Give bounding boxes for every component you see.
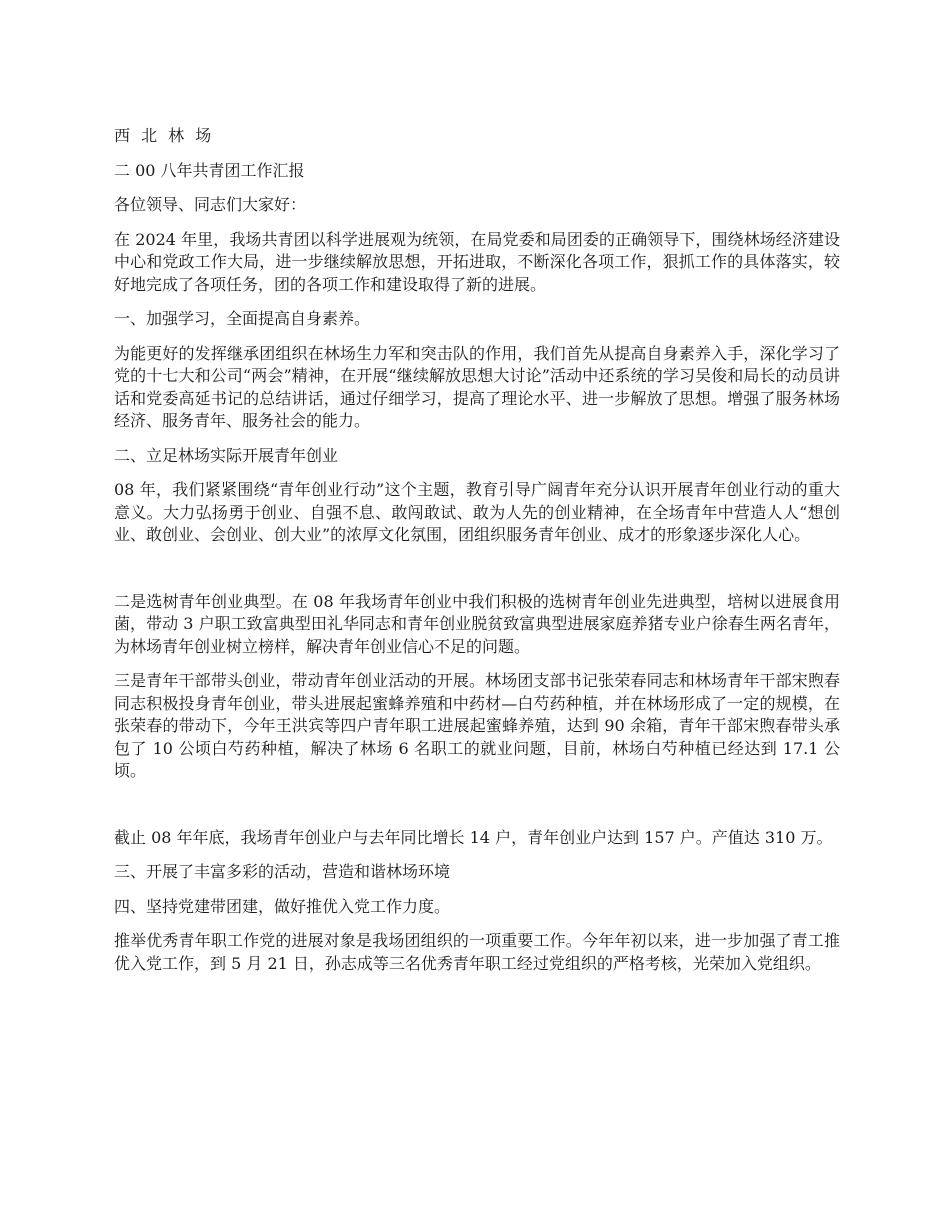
section-2-body: 08 年，我们紧紧围绕“青年创业行动”这个主题，教育引导广阔青年充分认识开展青年创业行动的重大意义。大力弘扬勇于创业、自强不息、敢闯敢试、敢为人先的创业精神，在全场青年中营造人人“想创业、敢创业、会创业、创大业”的浓厚文化氛围，团组织服务青年创业、成才的形象逐步深化人心。 <box>114 480 840 544</box>
blank-spacer <box>114 795 840 827</box>
document-title: 西 北 林 场 <box>114 126 215 145</box>
section-2-heading: 二、立足林场实际开展青年创业 <box>114 445 339 465</box>
greeting: 各位领导、同志们大家好： <box>114 195 307 214</box>
section-2-summary: 截止 08 年年底，我场青年创业户与去年同比增长 14 户，青年创业户达到 157 户。产值达 310 万。 <box>114 827 833 847</box>
document-body <box>114 125 840 987</box>
document-subtitle: 二 00 八年共青团工作汇报 <box>114 160 305 180</box>
section-1-heading: 一、加强学习，全面提高自身素养。 <box>114 309 371 328</box>
section-4-body: 推举优秀青年职工作党的进展对象是我场团组织的一项重要工作。今年年初以来，进一步加强了青工推优入党工作，到 5 月 21 日，孙志成等三名优秀青年职工经过党组织的严格考核，光荣加入党组织。 <box>114 931 840 973</box>
section-4-heading: 四、坚持党建带团建，做好推优入党工作力度。 <box>114 896 451 916</box>
section-2-point-3: 三是青年干部带头创业，带动青年创业活动的开展。林场团支部书记张荣春同志和林场青年干部宋煦春同志积极投身青年创业，带头进展起蜜蜂养殖和中药材—白芍药种植，并在林场形成了一定的规模，在张荣春的带动下，今年王洪宾等四户青年职工进展起蜜蜂养殖，达到 90 余箱，青年干部宋煦春带头承包了 10 公顷白芍药种植，解决了林场 6 名职工的就业问题，目前，林场白芍种植已经达到 17.1 公顷。 <box>114 671 840 780</box>
intro-paragraph: 在 2024 年里，我场共青团以科学进展观为统领，在局党委和局团委的正确领导下，围绕林场经济建设中心和党政工作大局，进一步继续解放思想，开拓进取，不断深化各项工作，狠抓工作的具体落实，较好地完成了各项任务，团的各项工作和建设取得了新的进展。 <box>114 229 840 294</box>
section-2-point-2: 二是选树青年创业典型。在 08 年我场青年创业中我们积极的选树青年创业先进典型，培树以进展食用菌，带动 3 户职工致富典型田礼华同志和青年创业脱贫致富典型进展家庭养猪专业户徐春生两名青年，为林场青年创业树立榜样，解决青年创业信心不足的问题。 <box>114 591 840 656</box>
section-1-body: 为能更好的发挥继承团组织在林场生力军和突击队的作用，我们首先从提高自身素养入手，深化学习了党的十七大和公司“两会”精神，在开展“继续解放思想大讨论”活动中还系统的学习吴俊和局长的动员讲话和党委高延书记的总结讲话，通过仔细学习，提高了理论水平、进一步解放了思想。增强了服务林场经济、服务青年、服务社会的能力。 <box>114 343 840 430</box>
blank-spacer <box>114 559 840 591</box>
section-3-heading: 三、开展了丰富多彩的活动，营造和谐林场环境 <box>114 862 451 881</box>
